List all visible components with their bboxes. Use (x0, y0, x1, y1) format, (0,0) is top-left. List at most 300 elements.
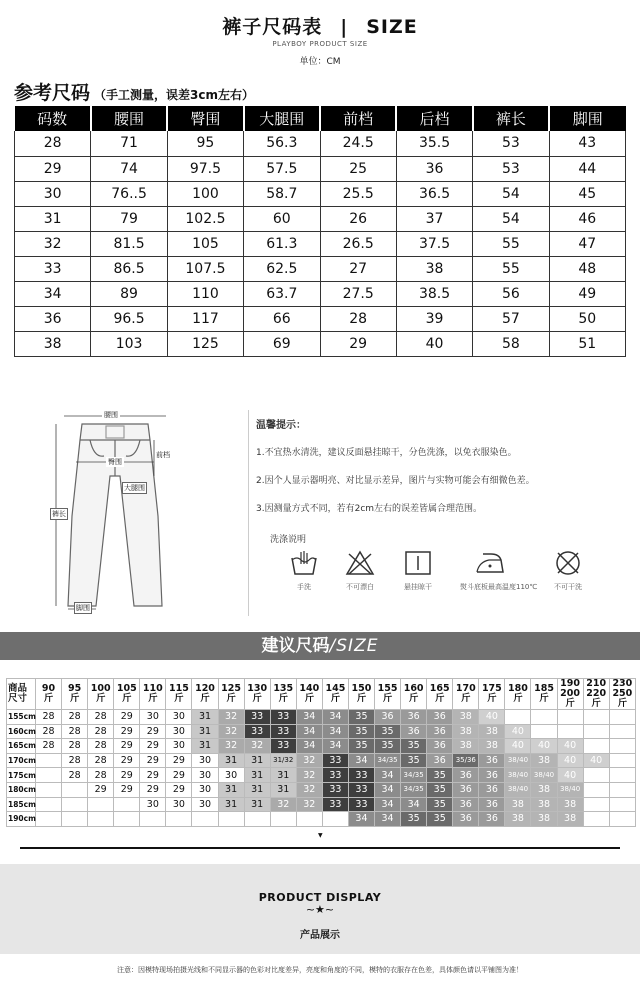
size-table-cell: 28 (15, 131, 91, 156)
size-table-cell: 37 (396, 206, 472, 231)
suggest-size-cell: 30 (218, 768, 244, 783)
weight-header-cell: 95 斤 (62, 679, 88, 710)
suggest-size-cell: 29 (114, 710, 140, 725)
suggest-size-cell: 35 (427, 768, 453, 783)
suggest-size-cell: 36 (479, 753, 505, 768)
suggest-size-cell: 31 (192, 739, 218, 754)
suggest-size-cell (583, 724, 609, 739)
suggest-size-cell: 28 (88, 724, 114, 739)
footer-note: 注意：因模特现场拍摄光线和不同显示器的色彩对比度差异，亮度和角度的不同，模特的衣服存在色差，具体颜色请以平铺图为准！ (117, 966, 523, 974)
suggest-size-cell: 36 (479, 797, 505, 812)
suggest-size-cell: 33 (348, 768, 374, 783)
suggest-size-cell: 31 (218, 782, 244, 797)
suggest-size-cell: 38 (479, 739, 505, 754)
suggest-size-cell: 30 (166, 797, 192, 812)
height-label: 155cm (7, 710, 36, 725)
size-table-cell: 32 (15, 231, 91, 256)
suggest-size-cell: 33 (322, 782, 348, 797)
suggest-size-cell: 32 (296, 753, 322, 768)
suggest-size-cell (270, 812, 296, 827)
size-table-cell: 61.3 (244, 231, 320, 256)
suggest-size-cell: 28 (62, 724, 88, 739)
suggest-size-cell (140, 812, 166, 827)
size-table-header-cell: 大腿围 (244, 106, 320, 131)
weight-header-cell: 185 斤 (531, 679, 557, 710)
suggest-size-cell: 29 (140, 768, 166, 783)
suggest-size-cell (36, 797, 62, 812)
suggest-size-cell: 35 (348, 739, 374, 754)
size-table-cell: 51 (549, 331, 625, 356)
suggest-size-cell: 35 (427, 812, 453, 827)
weight-header-cell: 110 斤 (140, 679, 166, 710)
suggest-size-cell: 36 (401, 724, 427, 739)
height-row (7, 797, 636, 812)
diagram-label-hip: 臀围 (108, 458, 122, 466)
height-label: 185cm (7, 797, 36, 812)
suggest-size-cell (62, 797, 88, 812)
size-table-cell: 27.5 (320, 281, 396, 306)
grid-corner: 商品 尺寸 (7, 679, 36, 710)
suggest-size-cell: 29 (140, 739, 166, 754)
page-header (0, 0, 640, 68)
suggest-size-cell: 29 (166, 753, 192, 768)
size-table-cell: 36.5 (396, 181, 472, 206)
size-table-cell: 29 (15, 156, 91, 181)
suggest-size-cell: 34 (375, 812, 401, 827)
suggest-size-cell: 34 (322, 710, 348, 725)
size-table-cell: 38.5 (396, 281, 472, 306)
size-table-cell: 56.3 (244, 131, 320, 156)
care-no-bleach: 不可漂白 (330, 550, 390, 592)
suggest-size-cell: 28 (36, 710, 62, 725)
suggest-size-cell: 33 (348, 797, 374, 812)
suggest-size-cell: 38/40 (505, 782, 531, 797)
iron-icon (473, 550, 507, 576)
suggest-size-cell: 34/35 (401, 768, 427, 783)
product-display-title: PRODUCT DISPLAY (258, 891, 382, 904)
suggest-size-cell (88, 812, 114, 827)
suggest-size-cell: 35 (401, 753, 427, 768)
height-row (7, 753, 636, 768)
suggest-size-cell (531, 724, 557, 739)
height-row (7, 812, 636, 827)
suggest-size-cell: 36 (479, 768, 505, 783)
size-table-cell: 45 (549, 181, 625, 206)
suggest-size-cell (583, 812, 609, 827)
suggest-size-cell: 31 (218, 797, 244, 812)
diagram-label-front-rise: 前档 (156, 451, 170, 459)
size-table-cell: 53 (473, 156, 549, 181)
size-table-row (15, 181, 626, 206)
suggest-size-cell (36, 768, 62, 783)
suggest-size-cell (192, 812, 218, 827)
weight-header-cell: 230 250斤 (609, 679, 635, 710)
suggest-size-cell: 31 (244, 753, 270, 768)
size-table-cell: 38 (396, 256, 472, 281)
suggest-size-cell: 29 (114, 739, 140, 754)
size-table-cell: 58 (473, 331, 549, 356)
suggest-size-cell: 36 (453, 812, 479, 827)
height-row (7, 768, 636, 783)
suggest-size-cell: 38/40 (505, 753, 531, 768)
size-table-header-cell: 脚围 (549, 106, 625, 131)
suggest-size-cell: 32 (218, 739, 244, 754)
size-table-header-cell: 前档 (320, 106, 396, 131)
suggest-size-cell: 30 (166, 710, 192, 725)
size-table-header-cell: 裤长 (473, 106, 549, 131)
weight-header-cell: 180 斤 (505, 679, 531, 710)
weight-header-cell: 115 斤 (166, 679, 192, 710)
care-no-dry-clean: 不可干洗 (538, 550, 598, 592)
size-table-cell: 96.5 (91, 306, 167, 331)
suggest-size-cell: 38 (479, 724, 505, 739)
suggest-size-cell: 30 (192, 768, 218, 783)
size-table-cell: 110 (167, 281, 243, 306)
size-table-cell: 71 (91, 131, 167, 156)
size-table-row (15, 331, 626, 356)
size-table (14, 106, 626, 357)
size-table-cell: 43 (549, 131, 625, 156)
suggest-size-cell: 40 (531, 739, 557, 754)
suggest-size-cell: 33 (322, 797, 348, 812)
weight-header-cell: 175 斤 (479, 679, 505, 710)
suggest-size-cell: 30 (166, 724, 192, 739)
size-table-cell: 57 (473, 306, 549, 331)
suggest-size-cell: 35 (427, 782, 453, 797)
suggest-size-cell: 33 (348, 782, 374, 797)
suggest-size-cell (531, 710, 557, 725)
suggest-size-cell: 38/40 (531, 768, 557, 783)
suggest-size-cell: 28 (62, 768, 88, 783)
weight-header-cell: 130 斤 (244, 679, 270, 710)
suggest-size-cell: 35/36 (453, 753, 479, 768)
size-table-cell: 53 (473, 131, 549, 156)
suggest-size-cell: 31/32 (270, 753, 296, 768)
suggest-size-cell: 32 (296, 797, 322, 812)
weight-header-cell: 105 斤 (114, 679, 140, 710)
suggest-size-cell: 38 (453, 739, 479, 754)
size-table-cell: 79 (91, 206, 167, 231)
suggest-size-cell: 38 (453, 724, 479, 739)
suggest-size-cell: 36 (427, 710, 453, 725)
height-label: 170cm (7, 753, 36, 768)
care-title: 洗涤说明 (270, 535, 307, 545)
weight-header-cell: 170 斤 (453, 679, 479, 710)
size-table-cell: 26.5 (320, 231, 396, 256)
size-table-cell: 105 (167, 231, 243, 256)
pants-outline-icon (50, 406, 180, 616)
care-iron: 熨斗底板最高温度110℃ (460, 550, 520, 592)
suggest-size-cell: 31 (270, 768, 296, 783)
height-row (7, 710, 636, 725)
suggest-size-cell: 33 (244, 710, 270, 725)
suggest-size-cell: 33 (322, 753, 348, 768)
weight-header-cell: 90 斤 (36, 679, 62, 710)
suggest-size-cell (609, 812, 635, 827)
care-hand-wash: 手洗 (274, 550, 334, 592)
suggest-size-cell: 38 (557, 797, 583, 812)
size-table-cell: 56 (473, 281, 549, 306)
weight-header-cell: 120 斤 (192, 679, 218, 710)
size-table-cell: 66 (244, 306, 320, 331)
suggest-size-cell: 29 (114, 782, 140, 797)
size-table-cell: 97.5 (167, 156, 243, 181)
suggest-size-cell: 38 (531, 812, 557, 827)
size-table-cell: 107.5 (167, 256, 243, 281)
size-table-header-cell: 腰围 (91, 106, 167, 131)
suggest-size-cell (583, 797, 609, 812)
tips-section (256, 416, 626, 529)
suggest-size-cell: 33 (270, 710, 296, 725)
suggest-size-cell: 33 (244, 724, 270, 739)
no-bleach-icon (345, 550, 375, 576)
suggest-size-cell: 28 (36, 739, 62, 754)
suggest-size-cell: 31 (192, 724, 218, 739)
suggest-size-cell: 38 (531, 782, 557, 797)
tip-item: 3.因测量方式不同，若有2cm左右的误差皆属合理范围。 (256, 504, 483, 514)
size-table-cell: 74 (91, 156, 167, 181)
suggest-size-cell: 38 (505, 812, 531, 827)
suggest-size-cell: 34 (401, 797, 427, 812)
suggest-size-cell: 33 (270, 739, 296, 754)
suggest-size-cell: 38/40 (505, 768, 531, 783)
suggest-size-cell: 36 (479, 812, 505, 827)
size-table-cell: 49 (549, 281, 625, 306)
size-table-header-cell: 臀围 (167, 106, 243, 131)
suggest-size-cell: 40 (479, 710, 505, 725)
size-table-cell: 63.7 (244, 281, 320, 306)
suggest-size-cell: 29 (114, 753, 140, 768)
suggest-size-cell: 40 (557, 768, 583, 783)
suggest-size-cell: 35 (401, 812, 427, 827)
suggest-size-cell: 28 (88, 710, 114, 725)
suggest-size-cell: 40 (557, 753, 583, 768)
size-table-cell: 81.5 (91, 231, 167, 256)
suggest-size-cell: 29 (140, 782, 166, 797)
suggest-size-cell: 28 (88, 753, 114, 768)
page-title: 裤子尺码表 | SIZE (222, 16, 418, 38)
suggest-size-cell: 30 (192, 753, 218, 768)
height-row (7, 724, 636, 739)
suggest-size-cell (36, 782, 62, 797)
suggest-size-cell (114, 812, 140, 827)
size-table-cell: 50 (549, 306, 625, 331)
suggest-size-cell (36, 812, 62, 827)
suggest-size-cell: 30 (140, 710, 166, 725)
weight-header-cell: 160 斤 (401, 679, 427, 710)
suggest-size-cell: 35 (401, 739, 427, 754)
suggest-size-cell: 30 (140, 797, 166, 812)
size-table-cell: 76..5 (91, 181, 167, 206)
suggest-size-cell (609, 724, 635, 739)
size-table-cell: 55 (473, 256, 549, 281)
suggest-size-cell: 38 (505, 797, 531, 812)
size-table-row (15, 131, 626, 156)
size-table-cell: 46 (549, 206, 625, 231)
suggest-size-cell: 34/35 (401, 782, 427, 797)
suggest-size-cell: 38 (531, 797, 557, 812)
weight-header-cell: 190 200斤 (557, 679, 583, 710)
suggest-size-cell (218, 812, 244, 827)
suggest-size-cell: 29 (140, 753, 166, 768)
size-table-cell: 102.5 (167, 206, 243, 231)
height-label: 190cm (7, 812, 36, 827)
size-table-cell: 33 (15, 256, 91, 281)
size-table-cell: 36 (396, 156, 472, 181)
size-table-row (15, 281, 626, 306)
suggest-size-cell (244, 812, 270, 827)
suggest-size-cell: 28 (62, 710, 88, 725)
weight-header-cell: 145 斤 (322, 679, 348, 710)
suggest-size-cell: 35 (375, 739, 401, 754)
suggest-size-cell: 34 (375, 797, 401, 812)
suggest-size-cell (609, 768, 635, 783)
suggest-size-cell (36, 753, 62, 768)
tips-title: 温馨提示： (256, 420, 306, 431)
suggest-size-cell: 36 (427, 724, 453, 739)
size-table-cell: 60 (244, 206, 320, 231)
reference-heading: 参考尺码 （手工测量，误差3cm左右） (14, 82, 254, 104)
suggest-size-cell: 40 (583, 753, 609, 768)
suggest-size-cell: 34 (322, 739, 348, 754)
size-table-row (15, 206, 626, 231)
tip-item: 2.因个人显示器明亮、对比显示差异，图片与实物可能会有细微色差。 (256, 476, 535, 486)
weight-header-cell: 210 220斤 (583, 679, 609, 710)
size-table-cell: 35.5 (396, 131, 472, 156)
size-table-cell: 25.5 (320, 181, 396, 206)
suggest-size-cell: 29 (114, 724, 140, 739)
size-table-cell: 29 (320, 331, 396, 356)
weight-header-cell: 125 斤 (218, 679, 244, 710)
suggest-size-cell (557, 724, 583, 739)
suggest-size-cell (609, 797, 635, 812)
suggest-size-cell: 29 (140, 724, 166, 739)
size-table-row (15, 256, 626, 281)
suggest-size-cell: 28 (88, 768, 114, 783)
suggest-size-cell: 30 (166, 739, 192, 754)
divider (248, 410, 249, 616)
suggest-size-cell (62, 782, 88, 797)
suggest-size-cell: 38 (453, 710, 479, 725)
size-table-cell: 30 (15, 181, 91, 206)
diagram-label-length: 裤长 (52, 510, 66, 518)
suggest-size-cell: 31 (270, 782, 296, 797)
size-table-cell: 34 (15, 281, 91, 306)
height-label: 160cm (7, 724, 36, 739)
weight-header-cell: 150 斤 (348, 679, 374, 710)
size-table-cell: 44 (549, 156, 625, 181)
suggest-size-cell (557, 710, 583, 725)
suggest-size-cell: 34 (296, 724, 322, 739)
suggest-size-cell (296, 812, 322, 827)
size-table-row (15, 156, 626, 181)
suggest-size-cell: 31 (192, 710, 218, 725)
suggest-size-cell (609, 739, 635, 754)
suggest-size-cell: 32 (296, 768, 322, 783)
suggest-size-grid (6, 678, 636, 827)
product-display-subtitle: 产品展示 (300, 930, 340, 941)
suggest-size-cell: 32 (296, 782, 322, 797)
suggest-size-cell: 38 (557, 812, 583, 827)
suggest-size-cell: 32 (218, 710, 244, 725)
weight-header-cell: 135 斤 (270, 679, 296, 710)
suggest-size-cell: 29 (88, 782, 114, 797)
suggest-size-cell (166, 812, 192, 827)
suggest-size-cell: 35 (375, 724, 401, 739)
suggest-size-cell (609, 782, 635, 797)
no-dry-clean-icon (553, 550, 583, 576)
size-table-cell: 54 (473, 181, 549, 206)
diagram-label-waist: 腰围 (104, 411, 118, 419)
suggest-size-cell (322, 812, 348, 827)
suggest-size-cell: 31 (244, 797, 270, 812)
suggest-size-cell: 40 (557, 739, 583, 754)
suggest-size-cell (609, 710, 635, 725)
section-divider (20, 847, 620, 849)
care-hang-dry: 悬挂晾干 (388, 550, 448, 592)
suggest-size-cell: 32 (270, 797, 296, 812)
size-table-cell: 86.5 (91, 256, 167, 281)
suggest-size-cell: 36 (479, 782, 505, 797)
weight-header-cell: 140 斤 (296, 679, 322, 710)
size-table-cell: 95 (167, 131, 243, 156)
size-table-cell: 28 (320, 306, 396, 331)
hand-wash-icon (289, 550, 319, 576)
suggest-size-cell: 35 (427, 797, 453, 812)
size-table-cell: 37.5 (396, 231, 472, 256)
reference-note: （手工测量，误差3cm左右） (94, 88, 254, 102)
suggest-size-cell: 36 (427, 753, 453, 768)
suggest-size-cell: 35 (348, 710, 374, 725)
size-table-cell: 69 (244, 331, 320, 356)
suggest-size-cell: 36 (401, 710, 427, 725)
suggest-size-cell: 36 (453, 782, 479, 797)
height-label: 180cm (7, 782, 36, 797)
suggest-size-cell: 40 (505, 739, 531, 754)
suggest-size-cell: 33 (322, 768, 348, 783)
size-table-cell: 117 (167, 306, 243, 331)
suggest-size-cell: 34 (296, 710, 322, 725)
size-table-cell: 26 (320, 206, 396, 231)
height-label: 175cm (7, 768, 36, 783)
suggest-size-cell: 38 (531, 753, 557, 768)
height-row (7, 782, 636, 797)
size-table-cell: 103 (91, 331, 167, 356)
suggest-size-cell: 28 (62, 739, 88, 754)
hang-dry-icon (403, 550, 433, 576)
suggest-size-cell: 36 (375, 710, 401, 725)
suggest-size-cell: 29 (166, 768, 192, 783)
size-table-cell: 100 (167, 181, 243, 206)
suggest-size-cell: 34 (322, 724, 348, 739)
suggest-size-cell: 29 (166, 782, 192, 797)
size-table-cell: 27 (320, 256, 396, 281)
suggest-size-cell (62, 812, 88, 827)
weight-header-cell: 165 斤 (427, 679, 453, 710)
diagram-label-hem: 脚围 (76, 604, 90, 612)
suggest-size-cell (583, 710, 609, 725)
diagram-label-thigh: 大腿围 (124, 484, 145, 492)
page-subtitle: PLAYBOY PRODUCT SIZE (272, 40, 368, 48)
suggest-size-cell: 34/35 (375, 753, 401, 768)
size-table-cell: 39 (396, 306, 472, 331)
size-table-cell: 31 (15, 206, 91, 231)
size-table-row (15, 306, 626, 331)
height-label: 165cm (7, 739, 36, 754)
size-table-cell: 48 (549, 256, 625, 281)
suggest-size-cell (88, 797, 114, 812)
suggest-size-cell: 34 (348, 753, 374, 768)
